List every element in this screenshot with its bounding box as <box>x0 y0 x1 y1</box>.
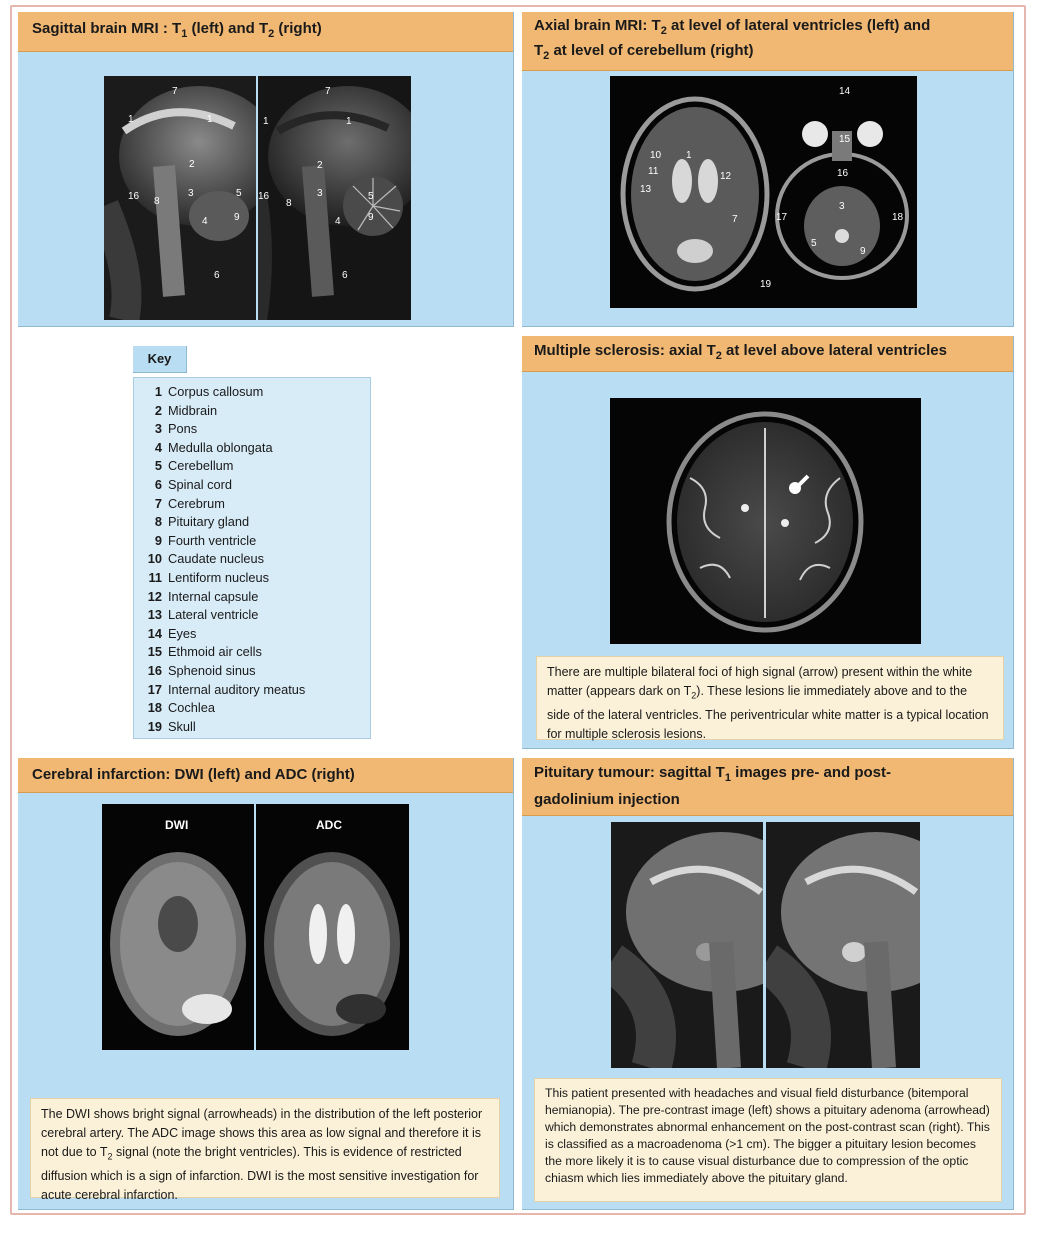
pituitary-panel-title: Pituitary tumour: sagittal $T_1$ images pre- and post- gadolinium injection <box>522 758 1013 816</box>
ax-left-label: 1 <box>686 150 692 161</box>
ax-left-label: 12 <box>720 171 732 182</box>
key-item-number: 15 <box>147 644 162 660</box>
key-item-label: Internal auditory meatus <box>168 681 306 697</box>
key-item-number: 10 <box>147 551 162 567</box>
sag-left-label: 8 <box>154 196 160 207</box>
sag-right-label: 1 <box>263 116 269 127</box>
ms-caption: There are multiple bilateral foci of high signal (arrow) present within the white matter (appears dark on $T_2$). These lesions lie immediately above and to the side of the lateral ventricles. The periventricular white matter is a typical location for multiple sclerosis lesions. <box>536 656 1004 740</box>
axial-t2-image <box>610 76 917 308</box>
key-item <box>140 550 370 569</box>
sag-left-label: 3 <box>188 188 194 199</box>
key-item <box>140 681 370 700</box>
sag-left-label: 2 <box>189 159 195 170</box>
sagittal-t2-image <box>258 76 411 320</box>
key-item-number: 9 <box>154 532 162 548</box>
ms-axial-image <box>610 398 921 644</box>
ax-left-label: 13 <box>640 184 652 195</box>
key-title: Key <box>133 346 187 373</box>
key-item-number: 13 <box>147 607 162 623</box>
key-list <box>133 377 371 739</box>
key-item-label: Lentiform nucleus <box>168 569 270 585</box>
key-item-label: Cochlea <box>168 700 215 716</box>
adc-label: ADC <box>316 818 342 832</box>
key-item-number: 5 <box>154 458 162 474</box>
key-item <box>140 420 370 439</box>
key-item <box>140 606 370 625</box>
sag-left-label: 5 <box>236 188 242 199</box>
key-item-number: 17 <box>147 681 162 697</box>
dwi-label: DWI <box>165 818 189 832</box>
dwi-image <box>102 804 254 1050</box>
sag-left-label: 16 <box>128 191 140 202</box>
pituitary-post-image <box>766 822 920 1068</box>
sag-right-label: 6 <box>342 270 348 281</box>
key-item <box>140 643 370 662</box>
key-item-number: 18 <box>147 700 162 716</box>
pituitary-caption: This patient presented with headaches and visual field disturbance (bitemporal hemianopia). The pre-contrast image (left) shows a pituitary adenoma (arrowhead) which demonstrates abnormal enhancement on the post-contrast scan (right). This is classified as a macroadenoma (>1 cm). The bigger a pituitary lesion becomes the more likely it is to cause visual disturbance due to compression of the optic chiasm which lies immediately above the pituitary gland. <box>534 1078 1002 1202</box>
sag-right-label: 7 <box>325 86 331 97</box>
key-item-label: Medulla oblongata <box>168 439 273 455</box>
infarction-caption: The DWI shows bright signal (arrowheads) in the distribution of the left posterior cerebral artery. The ADC image shows this area as low signal and therefore it is not due to $T_2$ signal (note the bright ventricles). This is evidence of restricted diffusion which is a sign of infarction. DWI is the most sensitive investigation for acute cerebral infarction. <box>30 1098 500 1198</box>
key-item-label: Skull <box>168 718 196 734</box>
key-item <box>140 662 370 681</box>
key-item <box>140 439 370 458</box>
pituitary-panel <box>522 758 1014 1210</box>
key-item <box>140 532 370 551</box>
key-item-label: Midbrain <box>168 402 218 418</box>
adc-image <box>256 804 409 1050</box>
key-item-number: 4 <box>154 439 162 455</box>
ms-panel <box>522 336 1014 749</box>
sag-left-label: 7 <box>172 86 178 97</box>
key-item-label: Lateral ventricle <box>168 607 259 623</box>
key-item-number: 8 <box>154 514 162 530</box>
key-item-number: 16 <box>147 662 162 678</box>
key-item-number: 7 <box>154 495 162 511</box>
key-item <box>140 718 370 737</box>
key-item <box>140 588 370 607</box>
key-item-label: Pons <box>168 421 198 437</box>
ax-left-label: 10 <box>650 150 662 161</box>
key-item-label: Internal capsule <box>168 588 259 604</box>
key-item-label: Pituitary gland <box>168 514 250 530</box>
ax-right-label: 16 <box>837 168 849 179</box>
sag-right-label: 8 <box>286 198 292 209</box>
key-item-number: 19 <box>147 718 162 734</box>
infarction-panel <box>18 758 514 1210</box>
key-item <box>140 495 370 514</box>
key-item-label: Cerebrum <box>168 495 225 511</box>
key-item-number: 1 <box>154 384 162 399</box>
sag-right-label: 4 <box>335 216 341 227</box>
key-item <box>140 625 370 644</box>
ax-right-label: 15 <box>839 134 851 145</box>
ax-right-label: 5 <box>811 238 817 249</box>
sag-left-label: 1 <box>207 114 213 125</box>
key-item-label: Spinal cord <box>168 476 233 492</box>
sag-right-label: 3 <box>317 188 323 199</box>
ax-right-label: 17 <box>776 212 788 223</box>
ax-left-label: 7 <box>732 214 738 225</box>
key-item-number: 2 <box>154 402 162 418</box>
sag-left-label: 6 <box>214 270 220 281</box>
sagittal-t1-image <box>104 76 256 320</box>
key-item <box>140 513 370 532</box>
sagittal-panel <box>18 12 514 327</box>
pituitary-pre-image <box>611 822 763 1068</box>
key-item-label: Caudate nucleus <box>168 551 265 567</box>
key-item-number: 6 <box>154 476 162 492</box>
sag-right-label: 2 <box>317 160 323 171</box>
sag-right-label: 5 <box>368 191 374 202</box>
key-item-number: 3 <box>154 421 162 437</box>
key-item <box>140 457 370 476</box>
ax-right-label: 9 <box>860 246 866 257</box>
ax-bottom-label: 19 <box>760 279 772 290</box>
sag-right-label: 1 <box>346 116 352 127</box>
infarction-panel-title: Cerebral infarction: DWI (left) and ADC (right) <box>18 758 513 793</box>
key-item-label: Eyes <box>168 625 197 641</box>
key-item <box>140 569 370 588</box>
sag-right-label: 9 <box>368 212 374 223</box>
key-item-label: Ethmoid air cells <box>168 644 262 660</box>
key-item-label: Cerebellum <box>168 458 234 474</box>
sag-right-label: 16 <box>258 191 270 202</box>
axial-panel-title: Axial brain MRI: $T_2$ at level of lateral ventricles (left) and $T_2$ at level of cerebellum (right) <box>522 12 1013 71</box>
key-item <box>140 476 370 495</box>
axial-panel <box>522 12 1014 327</box>
ax-right-label: 14 <box>839 86 851 97</box>
key-item-label: Corpus callosum <box>168 384 264 399</box>
sag-left-label: 4 <box>202 216 208 227</box>
ax-right-label: 18 <box>892 212 904 223</box>
ms-panel-title: Multiple sclerosis: axial $T_2$ at level above lateral ventricles <box>522 336 1013 372</box>
key-item-number: 12 <box>147 588 162 604</box>
key-item-number: 11 <box>148 569 162 585</box>
sagittal-panel-title: Sagittal brain MRI : $T_1$ (left) and $T_2$ (right) <box>18 12 513 52</box>
ax-left-label: 11 <box>648 166 659 177</box>
sag-left-label: 1 <box>128 114 134 125</box>
key-item-number: 14 <box>147 625 162 641</box>
sag-left-label: 9 <box>234 212 240 223</box>
key-item <box>140 383 370 402</box>
ax-right-label: 3 <box>839 201 845 212</box>
key-item <box>140 402 370 421</box>
key-item-label: Fourth ventricle <box>168 532 257 548</box>
key-item <box>140 699 370 718</box>
key-item-label: Sphenoid sinus <box>168 662 256 678</box>
